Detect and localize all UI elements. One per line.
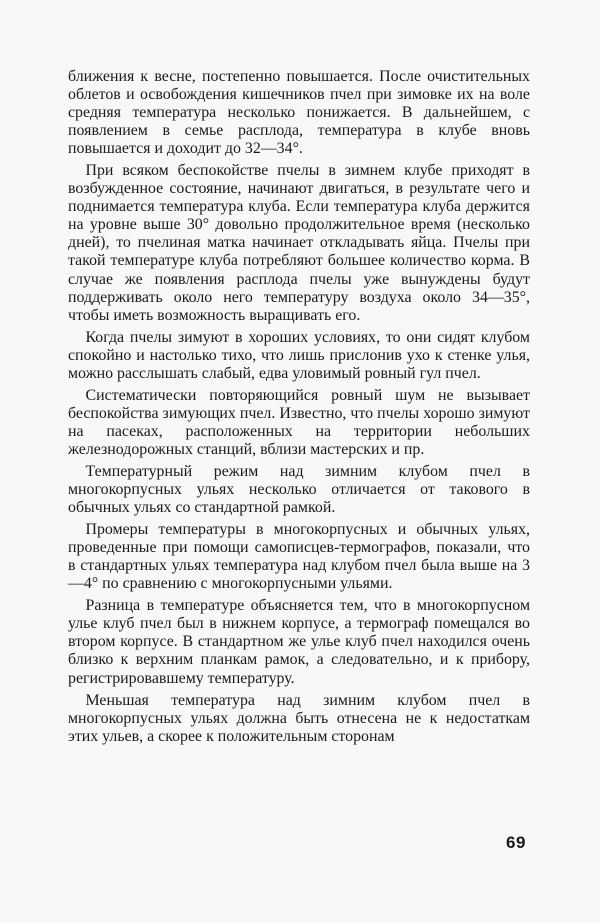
paragraph-7: Разница в температуре объясняется тем, что в многокорпусном улье клуб пчел был в нижнем корпусе, а термограф помещался во втором корпусе. В стандартном же улье клуб пчел находился очень близко к верхним планкам рамок, а следовательно, и к прибору, регистрировавшему температуру. <box>68 597 530 687</box>
paragraph-2: При всяком беспокойстве пчелы в зимнем клубе приходят в возбужденное состояние, начинают двигаться, в результате чего и поднимается температура клуба. Если температура клуба держится на уровне выше 30° довольно продолжительное время (несколько дней), то пчелиная матка начинает откладывать яйца. Пчелы при такой температуре клуба потребляют большее количество корма. В случае же появления расплода пчелы уже вынуждены будут поддерживать около него температуру воздуха около 34—35°, чтобы иметь возможность выращивать его. <box>68 162 530 324</box>
paragraph-5: Температурный режим над зимним клубом пчел в многокорпусных ульях несколько отличается от такового в обычных ульях со стандартной рамкой. <box>68 462 530 517</box>
page-number: 69 <box>506 833 526 852</box>
paragraph-4: Систематически повторяющийся ровный шум не вызывает беспокойства зимующих пчел. Известно, что пчелы хорошо зимуют на пасеках, расположенных на территории небольших железнодорожных станций, вблизи мастерских и пр. <box>68 386 530 458</box>
paragraph-3: Когда пчелы зимуют в хороших условиях, то они сидят клубом спокойно и настолько тихо, что лишь прислонив ухо к стенке улья, можно расслышать слабый, едва уловимый ровный гул пчел. <box>68 328 530 382</box>
paragraph-6: Промеры температуры в многокорпусных и обычных ульях, проведенные при помощи самописцев-термографов, показали, что в стандартных ульях температура над клубом пчел была выше на 3—4° по сравнению с многокорпусными ульями. <box>68 521 530 593</box>
paragraph-8: Меньшая температура над зимним клубом пчел в многокорпусных ульях должна быть отнесена не к недостаткам этих ульев, а скорее к положительным сторонам <box>68 691 530 745</box>
paragraph-1: ближения к весне, постепенно повышается. После очистительных облетов и освобождения кишечников пчел при зимовке их на воле средняя температура несколько понижается. В дальнейшем, с появлением в семье расплода, температура в клубе вновь повышается и доходит до 32—34°. <box>68 68 530 158</box>
page-text <box>68 68 530 750</box>
